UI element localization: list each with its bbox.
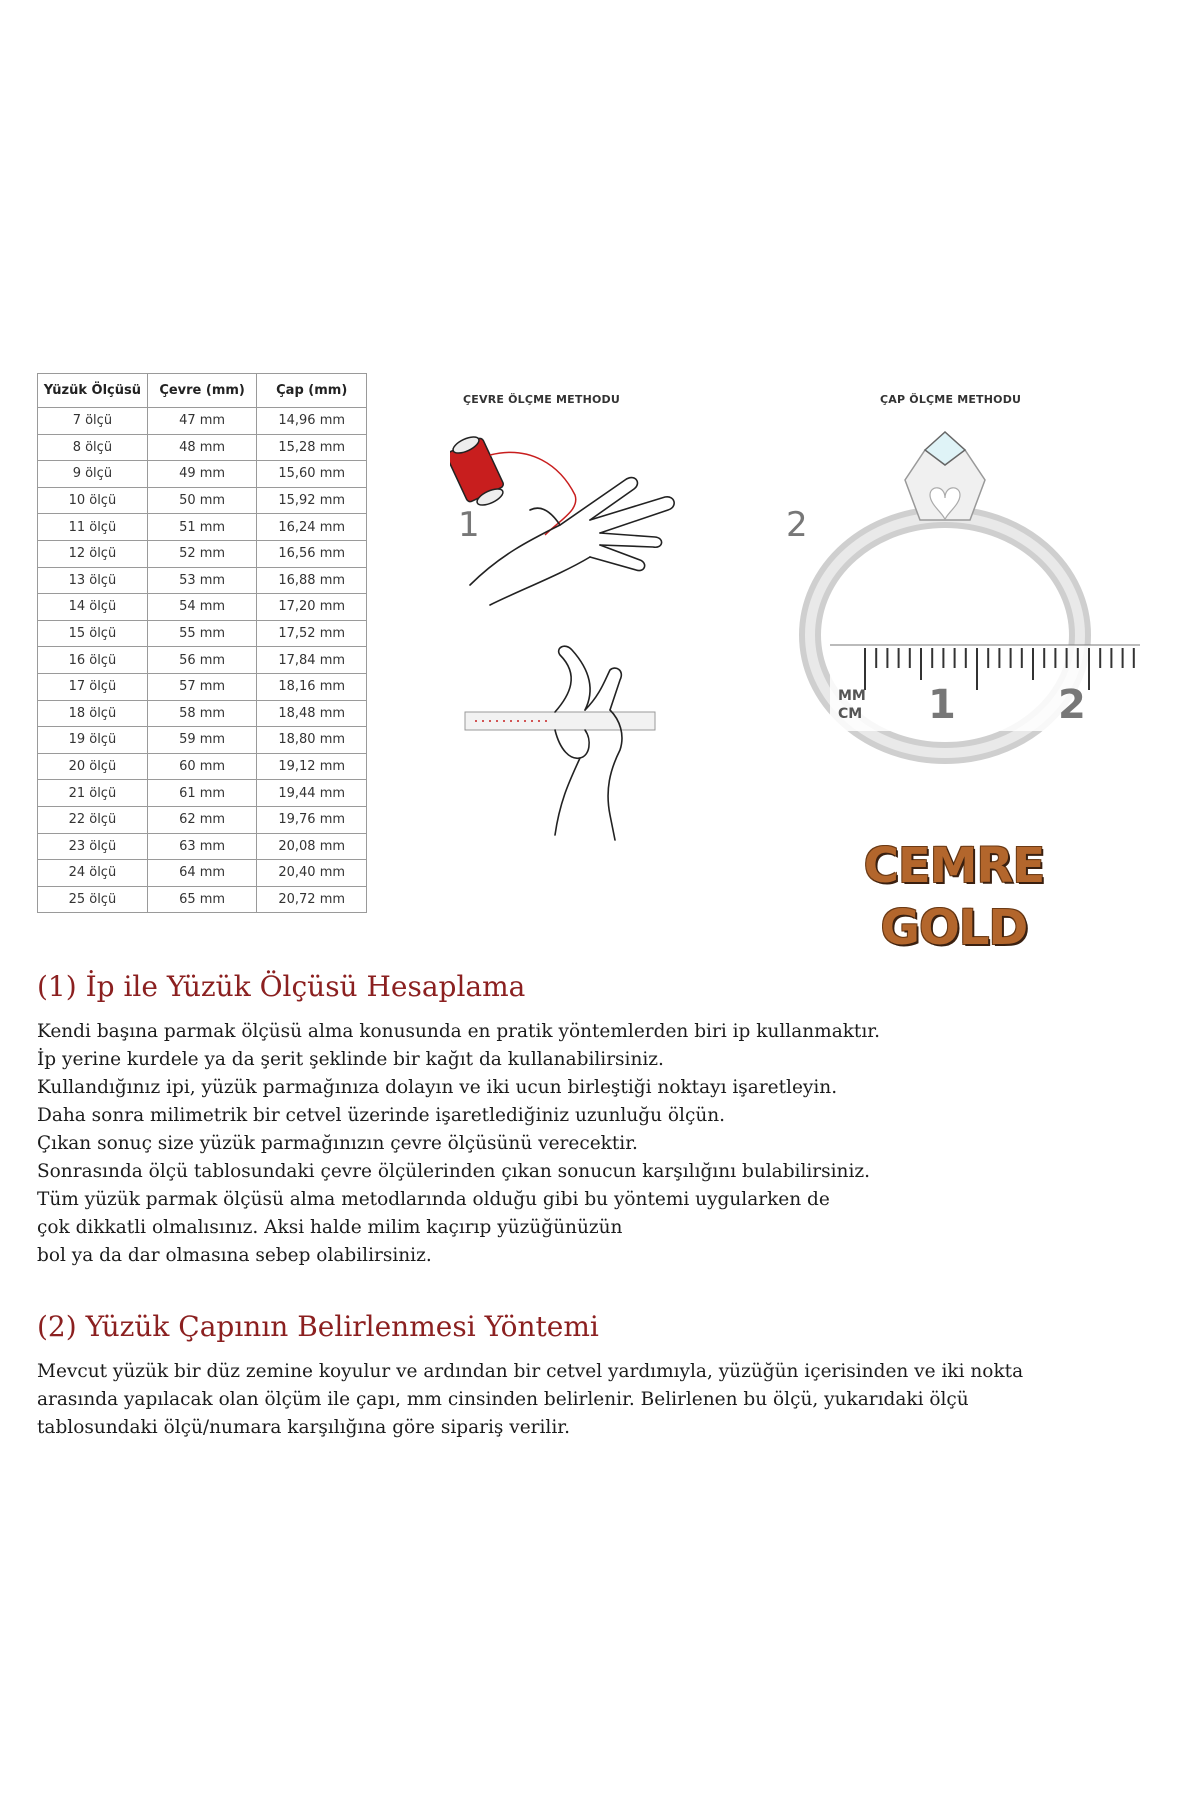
size-cell: 13 ölçü xyxy=(38,567,148,594)
circumference-cell: 65 mm xyxy=(147,886,257,913)
diameter-cell: 19,76 mm xyxy=(257,806,367,833)
size-cell: 9 ölçü xyxy=(38,461,148,488)
diameter-cell: 16,56 mm xyxy=(257,540,367,567)
diameter-cell: 20,72 mm xyxy=(257,886,367,913)
section-2-text xyxy=(37,1358,1023,1442)
size-cell: 18 ölçü xyxy=(38,700,148,727)
table-row xyxy=(38,753,367,780)
ring-size-table xyxy=(37,373,367,913)
diameter-cell: 19,44 mm xyxy=(257,780,367,807)
circumference-cell: 64 mm xyxy=(147,860,257,887)
circumference-method-label: ÇEVRE ÖLÇME METHODU xyxy=(463,393,621,406)
table-row xyxy=(38,620,367,647)
text-line: Kendi başına parmak ölçüsü alma konusunda en pratik yöntemlerden biri ip kullanmaktır. xyxy=(37,1021,880,1042)
diameter-cell: 16,24 mm xyxy=(257,514,367,541)
size-cell: 24 ölçü xyxy=(38,860,148,887)
measuring-ruler-icon xyxy=(830,645,1140,731)
text-line: Sonrasında ölçü tablosundaki çevre ölçülerinden çıkan sonucun karşılığını bulabilirsiniz. xyxy=(37,1161,870,1182)
diameter-cell: 17,52 mm xyxy=(257,620,367,647)
table-row xyxy=(38,833,367,860)
text-line: Tüm yüzük parmak ölçüsü alma metodlarında olduğu gibi bu yöntemi uygularken de xyxy=(37,1189,830,1210)
circumference-cell: 49 mm xyxy=(147,461,257,488)
paper-strip-icon xyxy=(465,712,655,730)
step-2-number: 2 xyxy=(786,505,808,545)
pinching-hand-icon xyxy=(555,646,622,840)
text-line: çok dikkatli olmalısınız. Aksi halde milim kaçırıp yüzüğünüzün xyxy=(37,1217,623,1238)
ruler-unit-cm: CM xyxy=(838,706,863,722)
size-cell: 25 ölçü xyxy=(38,886,148,913)
diameter-cell: 17,84 mm xyxy=(257,647,367,674)
header-circumference: Çevre (mm) xyxy=(147,374,257,408)
circumference-cell: 60 mm xyxy=(147,753,257,780)
diameter-cell: 18,16 mm xyxy=(257,673,367,700)
diameter-cell: 17,20 mm xyxy=(257,594,367,621)
table-row xyxy=(38,673,367,700)
text-line: tablosundaki ölçü/numara karşılığına göre sipariş verilir. xyxy=(37,1417,570,1438)
brand-logo-line-2: GOLD xyxy=(880,900,1028,956)
size-cell: 12 ölçü xyxy=(38,540,148,567)
table-body xyxy=(38,408,367,913)
circumference-cell: 56 mm xyxy=(147,647,257,674)
diameter-cell: 20,40 mm xyxy=(257,860,367,887)
size-cell: 19 ölçü xyxy=(38,727,148,754)
circumference-cell: 53 mm xyxy=(147,567,257,594)
text-line: arasında yapılacak olan ölçüm ile çapı, mm cinsinden belirlenir. Belirlenen bu ölçü, yukarıdaki ölçü xyxy=(37,1389,969,1410)
diameter-cell: 20,08 mm xyxy=(257,833,367,860)
text-line: Kullandığınız ipi, yüzük parmağınıza dolayın ve iki ucun birleştiği noktayı işaretleyin. xyxy=(37,1077,838,1098)
text-line: İp yerine kurdele ya da şerit şeklinde bir kağıt da kullanabilirsiniz. xyxy=(37,1049,664,1070)
diameter-method-label: ÇAP ÖLÇME METHODU xyxy=(880,393,1022,406)
step-1-number: 1 xyxy=(458,505,480,545)
thread-spool-icon xyxy=(450,434,505,509)
size-cell: 23 ölçü xyxy=(38,833,148,860)
table-row xyxy=(38,461,367,488)
circumference-cell: 63 mm xyxy=(147,833,257,860)
circumference-cell: 61 mm xyxy=(147,780,257,807)
table-row xyxy=(38,700,367,727)
table-row xyxy=(38,806,367,833)
circumference-cell: 47 mm xyxy=(147,408,257,435)
text-line: Mevcut yüzük bir düz zemine koyulur ve ardından bir cetvel yardımıyla, yüzüğün içerisinden ve iki nokta xyxy=(37,1361,1024,1382)
size-cell: 7 ölçü xyxy=(38,408,148,435)
size-cell: 20 ölçü xyxy=(38,753,148,780)
circumference-cell: 58 mm xyxy=(147,700,257,727)
table-row xyxy=(38,860,367,887)
table-row xyxy=(38,647,367,674)
ruler-finger-illustration xyxy=(460,640,680,850)
size-cell: 10 ölçü xyxy=(38,487,148,514)
size-cell: 22 ölçü xyxy=(38,806,148,833)
header-size: Yüzük Ölçüsü xyxy=(38,374,148,408)
circumference-cell: 52 mm xyxy=(147,540,257,567)
diameter-cell: 19,12 mm xyxy=(257,753,367,780)
brand-logo-line-1: CEMRE xyxy=(863,838,1045,894)
ruler-mark-1: 1 xyxy=(928,682,956,728)
ruler-mark-2: 2 xyxy=(1058,682,1086,728)
section-1-text xyxy=(37,1018,880,1270)
circumference-cell: 50 mm xyxy=(147,487,257,514)
table-row xyxy=(38,567,367,594)
table-row xyxy=(38,540,367,567)
size-cell: 8 ölçü xyxy=(38,434,148,461)
circumference-cell: 51 mm xyxy=(147,514,257,541)
table-row xyxy=(38,886,367,913)
table-row xyxy=(38,780,367,807)
text-line: bol ya da dar olmasına sebep olabilirsiniz. xyxy=(37,1245,432,1266)
circumference-cell: 62 mm xyxy=(147,806,257,833)
ring-ruler-illustration xyxy=(770,420,1140,780)
text-line: Daha sonra milimetrik bir cetvel üzerinde işaretlediğiniz uzunluğu ölçün. xyxy=(37,1105,726,1126)
table-header-row xyxy=(38,374,367,408)
table-row xyxy=(38,408,367,435)
size-cell: 15 ölçü xyxy=(38,620,148,647)
section-2-heading: (2) Yüzük Çapının Belirlenmesi Yöntemi xyxy=(37,1310,599,1343)
circumference-cell: 57 mm xyxy=(147,673,257,700)
circumference-cell: 55 mm xyxy=(147,620,257,647)
size-cell: 21 ölçü xyxy=(38,780,148,807)
table-row xyxy=(38,487,367,514)
section-1-heading: (1) İp ile Yüzük Ölçüsü Hesaplama xyxy=(37,970,526,1003)
table-row xyxy=(38,594,367,621)
ruler-unit-mm: MM xyxy=(838,688,866,704)
circumference-cell: 59 mm xyxy=(147,727,257,754)
diameter-cell: 15,28 mm xyxy=(257,434,367,461)
size-cell: 17 ölçü xyxy=(38,673,148,700)
table-row xyxy=(38,434,367,461)
header-diameter: Çap (mm) xyxy=(257,374,367,408)
table-row xyxy=(38,727,367,754)
diameter-cell: 18,80 mm xyxy=(257,727,367,754)
diameter-cell: 15,60 mm xyxy=(257,461,367,488)
diameter-cell: 18,48 mm xyxy=(257,700,367,727)
diameter-cell: 14,96 mm xyxy=(257,408,367,435)
diameter-cell: 15,92 mm xyxy=(257,487,367,514)
table-row xyxy=(38,514,367,541)
thread-hand-illustration xyxy=(450,425,690,625)
size-cell: 11 ölçü xyxy=(38,514,148,541)
circumference-cell: 54 mm xyxy=(147,594,257,621)
text-line: Çıkan sonuç size yüzük parmağınızın çevre ölçüsünü verecektir. xyxy=(37,1133,638,1154)
circumference-cell: 48 mm xyxy=(147,434,257,461)
size-cell: 14 ölçü xyxy=(38,594,148,621)
size-cell: 16 ölçü xyxy=(38,647,148,674)
diameter-cell: 16,88 mm xyxy=(257,567,367,594)
